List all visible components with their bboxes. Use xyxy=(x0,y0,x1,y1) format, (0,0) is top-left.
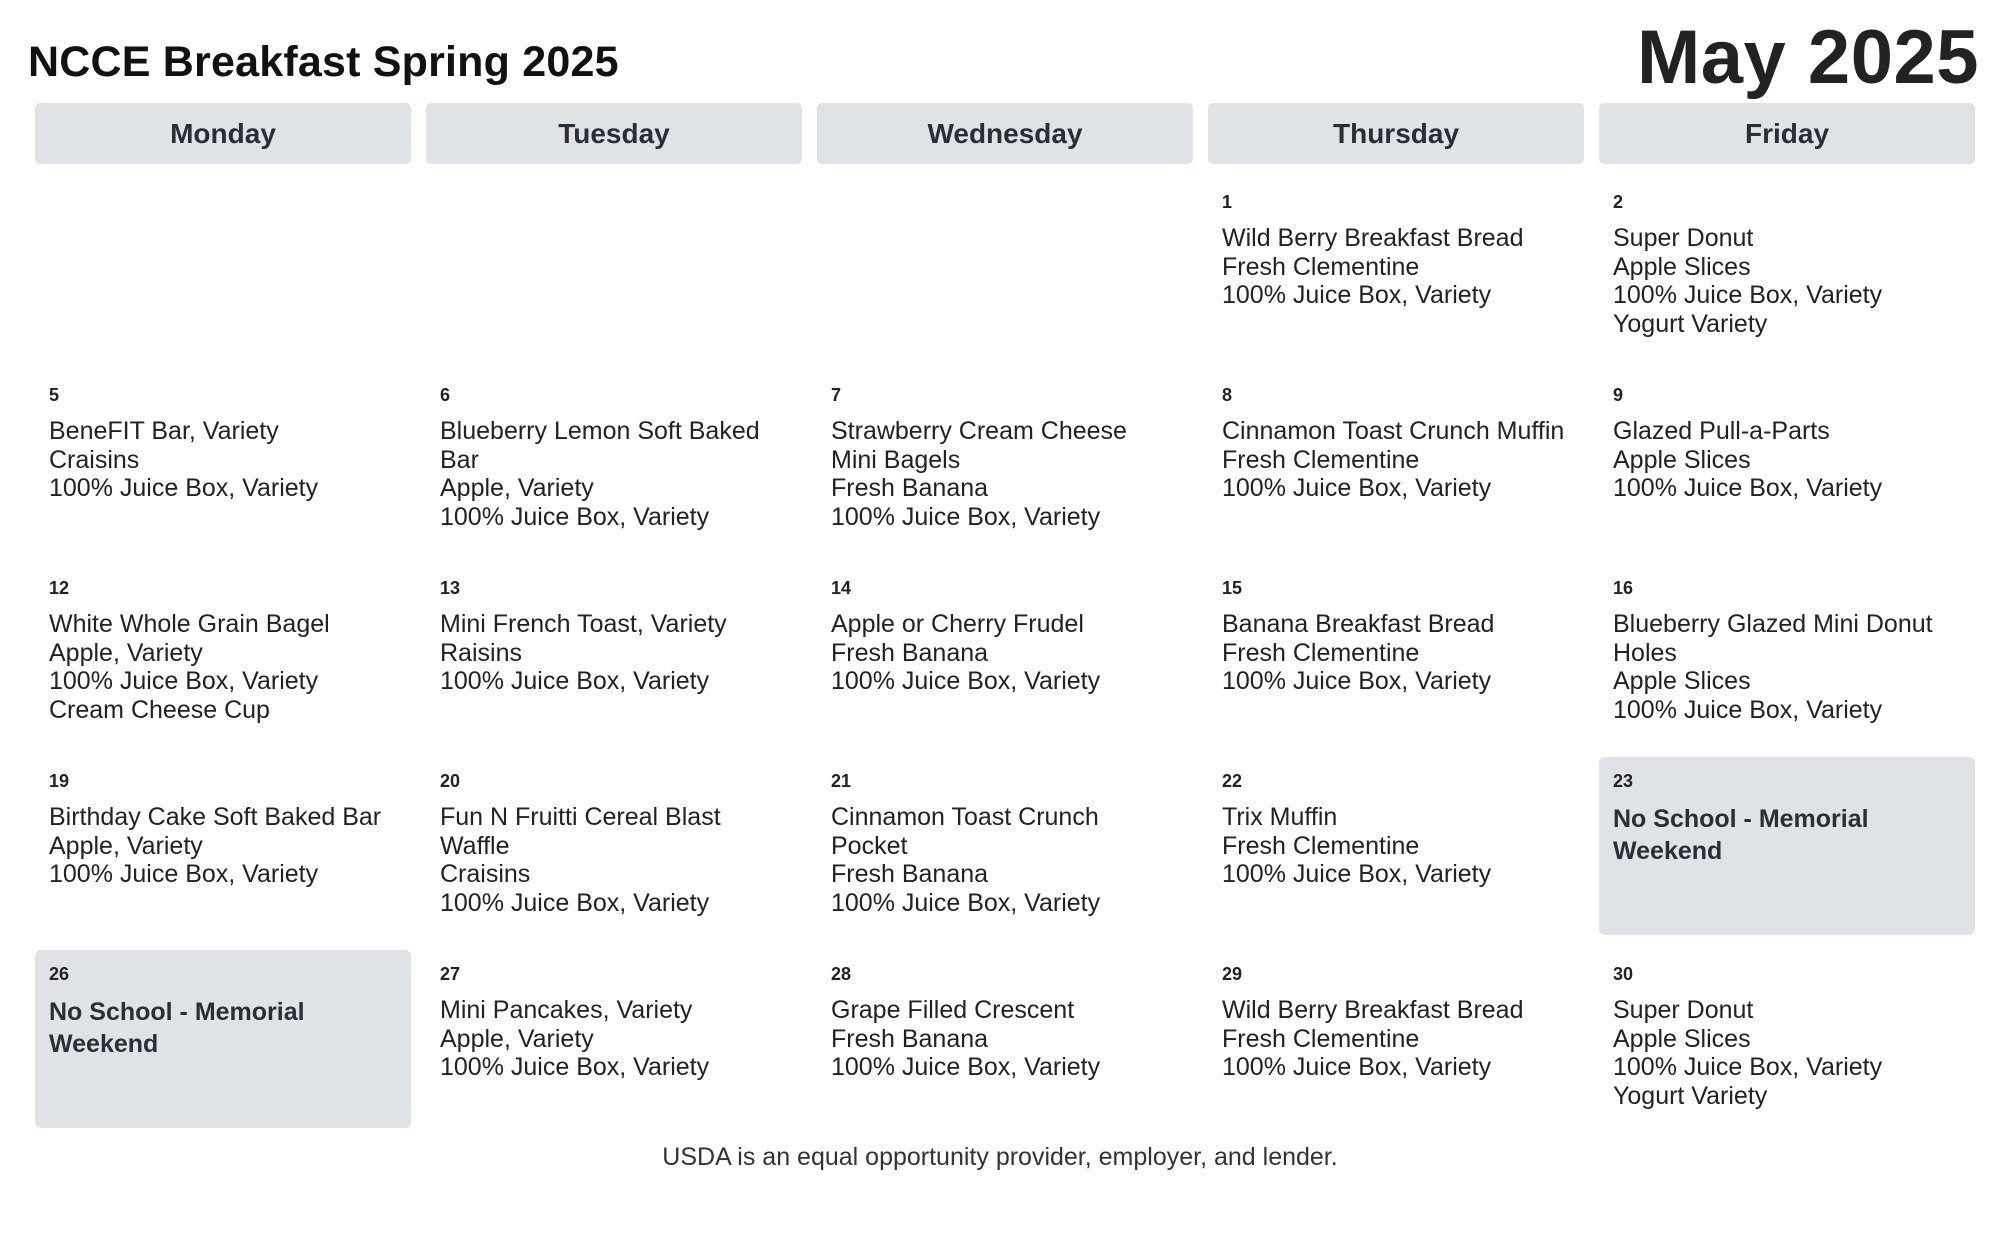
day-number: 15 xyxy=(1222,578,1243,598)
calendar-day-29 xyxy=(1208,950,1584,1128)
menu-item: Banana Breakfast Bread xyxy=(1222,610,1495,638)
menu-item: 100% Juice Box, Variety xyxy=(440,502,710,531)
menu-item: 100% Juice Box, Variety xyxy=(1613,474,1883,502)
day-number: 12 xyxy=(49,578,70,598)
calendar-grid xyxy=(35,178,1975,1128)
calendar-day-23 xyxy=(1599,757,1975,935)
menu-item: Fresh Clementine xyxy=(1222,638,1420,667)
menu-item: 100% Juice Box, Variety xyxy=(1222,667,1492,695)
calendar-day-empty xyxy=(426,178,802,356)
weekday-header-tuesday: Tuesday xyxy=(426,103,802,164)
no-school-notice xyxy=(49,996,397,1060)
menu-items xyxy=(440,417,788,531)
menu-item: 100% Juice Box, Variety xyxy=(831,1053,1101,1081)
calendar-day-8 xyxy=(1208,371,1584,549)
menu-item: Apple Slices xyxy=(1613,252,1751,281)
menu-item: 100% Juice Box, Variety xyxy=(440,667,710,695)
menu-item: Mini Pancakes, Variety xyxy=(440,996,693,1024)
weekday-header-friday: Friday xyxy=(1599,103,1975,164)
menu-item: Fresh Clementine xyxy=(1222,831,1420,860)
menu-item: Wild Berry Breakfast Bread xyxy=(1222,224,1524,252)
day-number: 16 xyxy=(1613,578,1634,598)
menu-items xyxy=(1613,417,1961,503)
menu-item: Yogurt Variety xyxy=(1613,1081,1768,1110)
menu-item: Apple or Cherry Frudel xyxy=(831,610,1084,638)
menu-item: Fresh Clementine xyxy=(1222,252,1420,281)
no-school-notice xyxy=(1613,803,1961,867)
menu-items xyxy=(1613,996,1961,1110)
day-number: 1 xyxy=(1222,192,1233,212)
menu-item: 100% Juice Box, Variety xyxy=(49,474,319,502)
day-number: 19 xyxy=(49,771,70,791)
usda-notice: USDA is an equal opportunity provider, employer, and lender. xyxy=(662,1143,1338,1171)
menu-items xyxy=(1222,224,1570,310)
calendar-day-1 xyxy=(1208,178,1584,356)
calendar-day-21 xyxy=(817,757,1193,935)
menu-item: 100% Juice Box, Variety xyxy=(440,1053,710,1081)
menu-item: No School - Memorial Weekend xyxy=(1613,805,1869,865)
menu-items xyxy=(831,610,1179,696)
menu-item: Apple, Variety xyxy=(440,474,594,502)
menu-item: Cream Cheese Cup xyxy=(49,695,270,724)
menu-items xyxy=(1613,610,1961,724)
menu-item: Cinnamon Toast Crunch Pocket xyxy=(831,803,1099,860)
menu-item: Blueberry Glazed Mini Donut Holes xyxy=(1613,610,1933,667)
menu-items xyxy=(831,996,1179,1082)
menu-items xyxy=(49,803,397,889)
menu-items xyxy=(49,610,397,724)
menu-item: Trix Muffin xyxy=(1222,803,1338,831)
calendar-day-19 xyxy=(35,757,411,935)
menu-item: 100% Juice Box, Variety xyxy=(1222,1053,1492,1081)
menu-item: Grape Filled Crescent xyxy=(831,996,1075,1024)
menu-items xyxy=(49,417,397,503)
menu-items xyxy=(1222,610,1570,696)
menu-item: Glazed Pull-a-Parts xyxy=(1613,417,1830,445)
day-number: 28 xyxy=(831,964,852,984)
menu-item: 100% Juice Box, Variety xyxy=(1613,695,1883,724)
menu-item: Fresh Banana xyxy=(831,638,989,667)
menu-item: 100% Juice Box, Variety xyxy=(831,667,1101,695)
menu-item: 100% Juice Box, Variety xyxy=(1222,474,1492,502)
day-number: 20 xyxy=(440,771,461,791)
menu-item: Wild Berry Breakfast Bread xyxy=(1222,996,1524,1024)
menu-item: Fresh Banana xyxy=(831,860,989,888)
day-number: 7 xyxy=(831,385,842,405)
weekday-header-wednesday: Wednesday xyxy=(817,103,1193,164)
calendar-day-empty xyxy=(35,178,411,356)
calendar-day-22 xyxy=(1208,757,1584,935)
calendar-day-12 xyxy=(35,564,411,742)
menu-item: No School - Memorial Weekend xyxy=(49,998,305,1058)
page-title: NCCE Breakfast Spring 2025 xyxy=(28,38,619,86)
calendar-day-9 xyxy=(1599,371,1975,549)
menu-items xyxy=(440,803,788,917)
menu-item: 100% Juice Box, Variety xyxy=(440,888,710,917)
day-number: 6 xyxy=(440,385,451,405)
calendar-day-28 xyxy=(817,950,1193,1128)
menu-item: Strawberry Cream Cheese Mini Bagels xyxy=(831,417,1127,474)
month-title: May 2025 xyxy=(1636,15,1979,100)
menu-item: 100% Juice Box, Variety xyxy=(1222,860,1492,888)
menu-item: 100% Juice Box, Variety xyxy=(1222,281,1492,309)
menu-item: Yogurt Variety xyxy=(1613,309,1768,338)
menu-items xyxy=(440,996,788,1082)
day-number: 9 xyxy=(1613,385,1624,405)
menu-item: 100% Juice Box, Variety xyxy=(49,860,319,888)
menu-item: Apple Slices xyxy=(1613,667,1751,695)
menu-item: 100% Juice Box, Variety xyxy=(49,667,319,695)
menu-item: Mini French Toast, Variety xyxy=(440,610,727,638)
menu-items xyxy=(1613,224,1961,338)
calendar-day-20 xyxy=(426,757,802,935)
calendar-day-27 xyxy=(426,950,802,1128)
menu-item: Craisins xyxy=(440,860,531,888)
calendar-day-14 xyxy=(817,564,1193,742)
day-number: 14 xyxy=(831,578,852,598)
day-number: 21 xyxy=(831,771,852,791)
menu-items xyxy=(831,803,1179,917)
menu-item: Fun N Fruitti Cereal Blast Waffle xyxy=(440,803,721,860)
menu-item: Birthday Cake Soft Baked Bar xyxy=(49,803,382,831)
day-number: 2 xyxy=(1613,192,1624,212)
menu-item: Fresh Banana xyxy=(831,474,989,502)
calendar-day-16 xyxy=(1599,564,1975,742)
day-number: 8 xyxy=(1222,385,1233,405)
menu-items xyxy=(440,610,788,696)
menu-item: Fresh Banana xyxy=(831,1024,989,1053)
day-number: 22 xyxy=(1222,771,1243,791)
menu-item: 100% Juice Box, Variety xyxy=(831,502,1101,531)
weekday-header-row xyxy=(35,103,1975,164)
calendar-day-5 xyxy=(35,371,411,549)
calendar-day-7 xyxy=(817,371,1193,549)
weekday-header-monday: Monday xyxy=(35,103,411,164)
weekday-header-thursday: Thursday xyxy=(1208,103,1584,164)
calendar-day-26 xyxy=(35,950,411,1128)
menu-item: Blueberry Lemon Soft Baked Bar xyxy=(440,417,760,474)
menu-item: Raisins xyxy=(440,638,522,667)
menu-item: Cinnamon Toast Crunch Muffin xyxy=(1222,417,1565,445)
menu-item: Apple, Variety xyxy=(49,638,203,667)
day-number: 5 xyxy=(49,385,60,405)
menu-item: White Whole Grain Bagel xyxy=(49,610,330,638)
menu-items xyxy=(1222,996,1570,1082)
menu-items xyxy=(831,417,1179,531)
menu-item: Apple, Variety xyxy=(440,1024,594,1053)
menu-item: 100% Juice Box, Variety xyxy=(1613,281,1883,309)
day-number: 26 xyxy=(49,964,70,984)
calendar-day-15 xyxy=(1208,564,1584,742)
menu-item: Fresh Clementine xyxy=(1222,445,1420,474)
menu-item: Fresh Clementine xyxy=(1222,1024,1420,1053)
menu-item: 100% Juice Box, Variety xyxy=(831,888,1101,917)
day-number: 27 xyxy=(440,964,461,984)
menu-item: Craisins xyxy=(49,445,140,474)
calendar-day-13 xyxy=(426,564,802,742)
calendar-day-6 xyxy=(426,371,802,549)
menu-item: BeneFIT Bar, Variety xyxy=(49,417,279,445)
menu-item: Apple Slices xyxy=(1613,445,1751,474)
menu-item: Apple Slices xyxy=(1613,1024,1751,1053)
menu-items xyxy=(1222,803,1570,889)
menu-item: Super Donut xyxy=(1613,996,1754,1024)
menu-item: Super Donut xyxy=(1613,224,1754,252)
menu-item: 100% Juice Box, Variety xyxy=(1613,1053,1883,1081)
day-number: 23 xyxy=(1613,771,1634,791)
calendar-day-30 xyxy=(1599,950,1975,1128)
day-number: 29 xyxy=(1222,964,1243,984)
menu-items xyxy=(1222,417,1570,503)
calendar-day-empty xyxy=(817,178,1193,356)
menu-item: Apple, Variety xyxy=(49,831,203,860)
day-number: 30 xyxy=(1613,964,1634,984)
day-number: 13 xyxy=(440,578,461,598)
calendar-day-2 xyxy=(1599,178,1975,356)
